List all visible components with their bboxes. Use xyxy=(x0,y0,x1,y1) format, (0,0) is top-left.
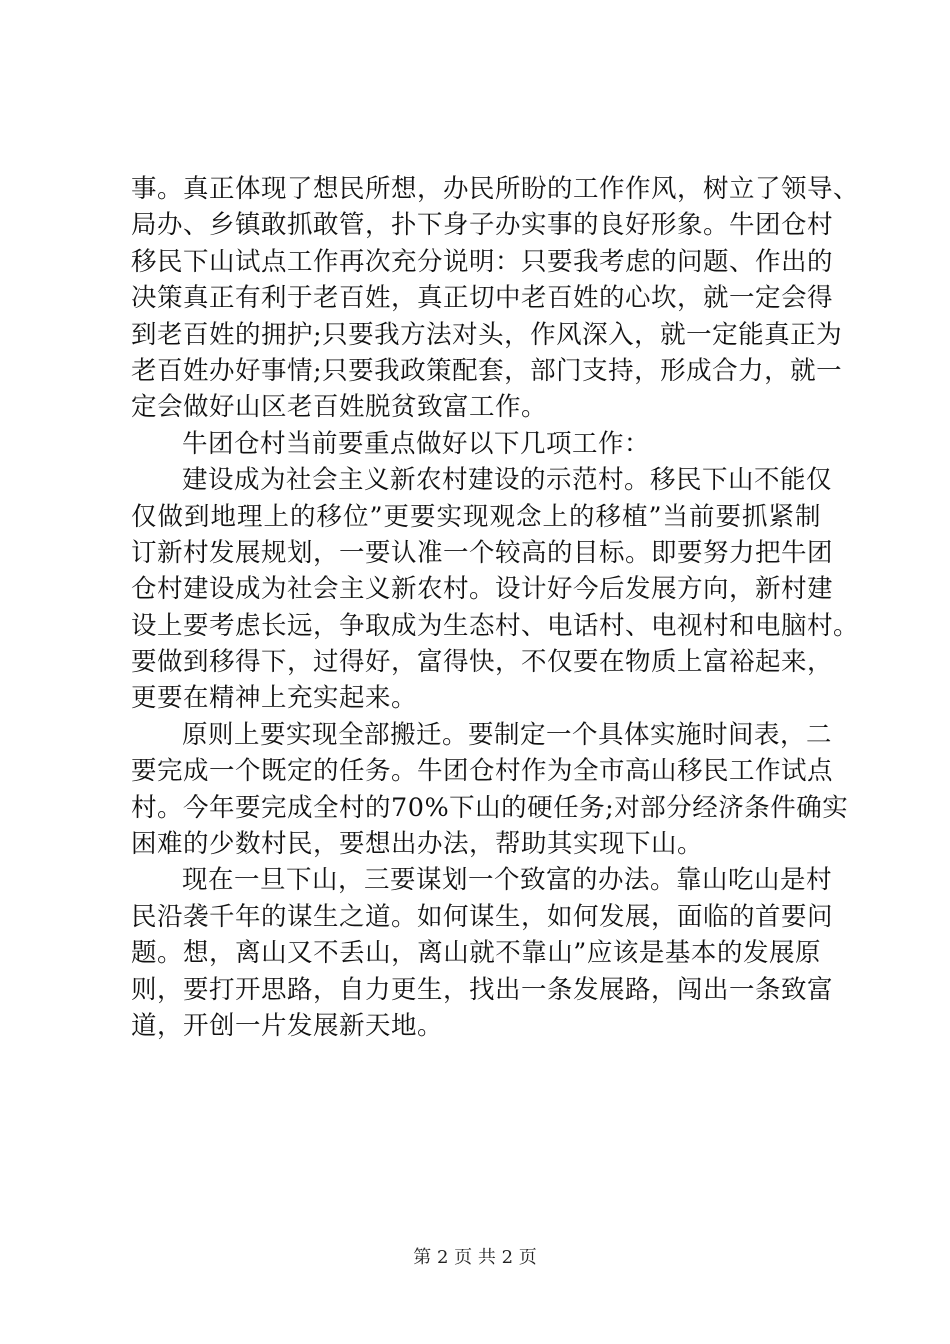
text-line: 更要在精神上充实起来。 xyxy=(131,683,418,714)
paragraph xyxy=(131,426,821,462)
paragraph xyxy=(131,462,860,717)
text-line: 仅做到地理上的移位”更要实现观念上的移植”当前要抓紧制 xyxy=(131,501,821,532)
paragraph xyxy=(131,171,860,426)
text-line: 局办、乡镇敢抓敢管，扑下身子办实事的良好形象。牛团仓村 xyxy=(131,210,834,241)
document-body xyxy=(131,171,860,1044)
text-line: 牛团仓村当前要重点做好以下几项工作： xyxy=(182,428,651,459)
paragraph xyxy=(131,717,849,863)
text-line: 要完成一个既定的任务。牛团仓村作为全市高山移民工作试点 xyxy=(131,756,834,787)
text-line: 仓村建设成为社会主义新农村。设计好今后发展方向，新村建 xyxy=(131,574,834,605)
text-line: 定会做好山区老百姓脱贫致富工作。 xyxy=(131,392,548,423)
text-line: 老百姓办好事情;只要我政策配套，部门支持，形成合力，就一 xyxy=(131,355,843,386)
text-line: 民沿袭千年的谋生之道。如何谋生，如何发展，面临的首要问 xyxy=(131,901,834,932)
text-line: 道，开创一片发展新天地。 xyxy=(131,1010,444,1041)
text-line: 到老百姓的拥护;只要我方法对头，作风深入，就一定能真正为 xyxy=(131,319,843,350)
text-line: 决策真正有利于老百姓，真正切中老百姓的心坎，就一定会得 xyxy=(131,283,834,314)
text-line: 现在一旦下山，三要谋划一个致富的办法。靠山吃山是村 xyxy=(182,865,833,896)
text-line: 困难的少数村民，要想出办法，帮助其实现下山。 xyxy=(131,829,704,860)
text-line: 订新村发展规划，一要认准一个较高的目标。即要努力把牛团 xyxy=(131,537,834,568)
text-line: 原则上要实现全部搬迁。要制定一个具体实施时间表，二 xyxy=(182,719,833,750)
text-line: 设上要考虑长远，争取成为生态村、电话村、电视村和电脑村。 xyxy=(131,610,860,641)
text-line: 则，要打开思路，自力更生，找出一条发展路，闯出一条致富 xyxy=(131,974,834,1005)
text-line: 建设成为社会主义新农村建设的示范村。移民下山不能仅 xyxy=(182,465,833,496)
page-number: 第 2 页 共 2 页 xyxy=(413,1247,537,1268)
text-line: 村。今年要完成全村的70%下山的硬任务;对部分经济条件确实 xyxy=(131,792,849,823)
text-line: 事。真正体现了想民所想，办民所盼的工作作风，树立了领导、 xyxy=(131,174,860,204)
text-line: 移民下山试点工作再次充分说明：只要我考虑的问题、作出的 xyxy=(131,246,834,277)
paragraph xyxy=(131,862,834,1044)
text-line: 题。想，离山又不丢山，离山就不靠山”应该是基本的发展原 xyxy=(131,938,821,969)
text-line: 要做到移得下，过得好，富得快，不仅要在物质上富裕起来， xyxy=(131,647,834,678)
